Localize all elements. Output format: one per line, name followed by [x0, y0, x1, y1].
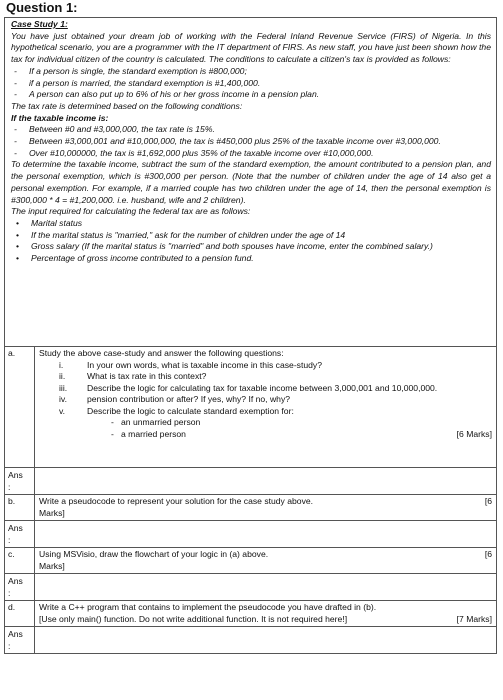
ans-colon: : [8, 588, 11, 598]
answer-label [5, 574, 35, 601]
answer-label [5, 627, 35, 654]
question-b-marks: [6 [484, 496, 492, 506]
rate-intro: The tax rate is determined based on the following conditions: [11, 100, 243, 111]
item-number: v. [59, 405, 66, 416]
question-a-content [35, 347, 497, 468]
item-number: iii. [59, 382, 68, 393]
question-c-line [39, 549, 492, 561]
question-a-label: a. [5, 347, 35, 468]
question-a-subitems [39, 417, 492, 440]
ans-colon: : [8, 482, 11, 492]
condition-item: - if a person is married, the standard exemption is #1,400,000. [11, 78, 491, 90]
question-d-content [35, 601, 497, 627]
question-c-label: c. [5, 548, 35, 574]
tax-rates-list [11, 124, 491, 159]
question-d-text: Write a C++ program that contains to implement the pseudocode you have drafted in (b). [39, 602, 377, 612]
case-study-title: Case Study 1: [11, 19, 68, 29]
question-a-items [39, 360, 492, 418]
item-number: ii. [59, 371, 66, 381]
exemption-conditions-list [11, 66, 491, 101]
answer-label [5, 521, 35, 548]
answer-row [5, 468, 497, 495]
question-a-item [39, 371, 492, 383]
question-a-intro: Study the above case-study and answer the following questions: [39, 348, 284, 358]
subitem [111, 429, 492, 441]
question-b-text: Write a pseudocode to represent your solution for the case study above. [39, 496, 314, 506]
answer-label [5, 468, 35, 495]
item-text: pension contribution or after? If yes, why? If no, why? [87, 394, 291, 404]
condition-item: - If a person is single, the standard exemption is #800,000; [11, 66, 491, 78]
question-b-row [5, 495, 497, 521]
question-c-content [35, 548, 497, 574]
input-item: • Marital status [11, 218, 491, 230]
case-study-box [4, 17, 497, 347]
question-d-marks: [7 Marks] [456, 613, 492, 624]
input-intro: The input required for calculating the federal tax are as follows: [11, 206, 251, 217]
question-d-row [5, 601, 497, 627]
question-a-marks: [6 Marks] [456, 428, 492, 439]
rate-item: - Between #0 and #3,000,000, the tax rate is 15%. [11, 124, 491, 136]
item-text: What is tax rate in this context? [87, 371, 207, 381]
answer-space[interactable] [35, 627, 497, 654]
ans-text: Ans [8, 523, 23, 533]
item-text: Describe the logic for calculating tax for taxable income between 3,000,001 and 10,000,000. [87, 382, 438, 393]
condition-item: - A person can also put up to 6% of his or her gross income in a pension plan. [11, 89, 491, 101]
question-b-marks-cont: Marks] [39, 507, 65, 518]
question-d-label: d. [5, 601, 35, 627]
answer-space[interactable] [35, 521, 497, 548]
question-d-note: [Use only main() function. Do not write additional function. It is not required here!] [39, 613, 348, 624]
answer-space[interactable] [35, 574, 497, 601]
ans-text: Ans [8, 629, 23, 639]
subitem: - an unmarried person [111, 417, 492, 429]
question-a-row [5, 347, 497, 468]
case-intro: You have just obtained your dream job of working with the Federal Inland Revenue Service (FIRS) of Nigeria. In this hypothetical scenario, you are a programmer with the IT department of FIRS. As new staff, you have just been shown how the tax for individual citizen of the country is calculated. The conditions to calculate a citizen's tax is provided as follows: [11, 30, 491, 65]
taxable-income-explanation: To determine the taxable income, subtract the sum of the standard exemption, the amount contributed to a pension plan, and the personal exemption, which is #300,000 per person. (Note that the number of children under the age of 14 also get a personal exemption. For example, if a married couple has two children under the age of 14, then the personal exemption is #300,000 * 4 = #1,200,000. i.e. husband, wife and 2 children). [11, 159, 491, 205]
question-c-marks: [6 [484, 549, 492, 559]
question-title: Question 1: [6, 0, 78, 15]
question-c-row [5, 548, 497, 574]
question-a-item [39, 394, 492, 406]
item-number: iv. [59, 394, 67, 404]
ans-text: Ans [8, 470, 23, 480]
rate-item: - Between #3,000,001 and #10,000,000, the tax is #450,000 plus 25% of the taxable income over #3,000,000. [11, 136, 491, 148]
answer-row [5, 521, 497, 548]
ans-colon: : [8, 535, 11, 545]
item-number: i. [59, 359, 64, 370]
item-text: In your own words, what is taxable income in this case-study? [87, 359, 323, 370]
inputs-list [11, 218, 491, 265]
question-b-line [39, 496, 492, 508]
question-a-item [39, 406, 492, 418]
question-c-marks-cont: Marks] [39, 560, 65, 571]
taxable-label: If the taxable income is: [11, 112, 109, 123]
ans-text: Ans [8, 576, 23, 586]
ans-colon: : [8, 641, 11, 651]
question-a-item [39, 360, 492, 372]
question-a-item [39, 383, 492, 395]
answer-row [5, 627, 497, 654]
question-b-label: b. [5, 495, 35, 521]
answer-row [5, 574, 497, 601]
questions-table [4, 346, 497, 654]
question-d-line2 [39, 614, 492, 626]
input-item: • Gross salary (If the marital status is "married" and both spouses have income, enter the combined salary.) [11, 241, 491, 253]
input-item: • Percentage of gross income contributed to a pension fund. [11, 253, 491, 265]
answer-space[interactable] [35, 468, 497, 495]
item-text: Describe the logic to calculate standard exemption for: [87, 405, 294, 416]
input-item: • If the marital status is "married," ask for the number of children under the age of 14 [11, 230, 491, 242]
question-b-content [35, 495, 497, 521]
rate-item: - Over #10,000000, the tax is #1,692,000 plus 35% of the taxable income over #10,000,000. [11, 148, 491, 160]
question-c-text: Using MSVisio, draw the flowchart of your logic in (a) above. [39, 549, 269, 559]
subitem-text: a married person [121, 428, 186, 439]
